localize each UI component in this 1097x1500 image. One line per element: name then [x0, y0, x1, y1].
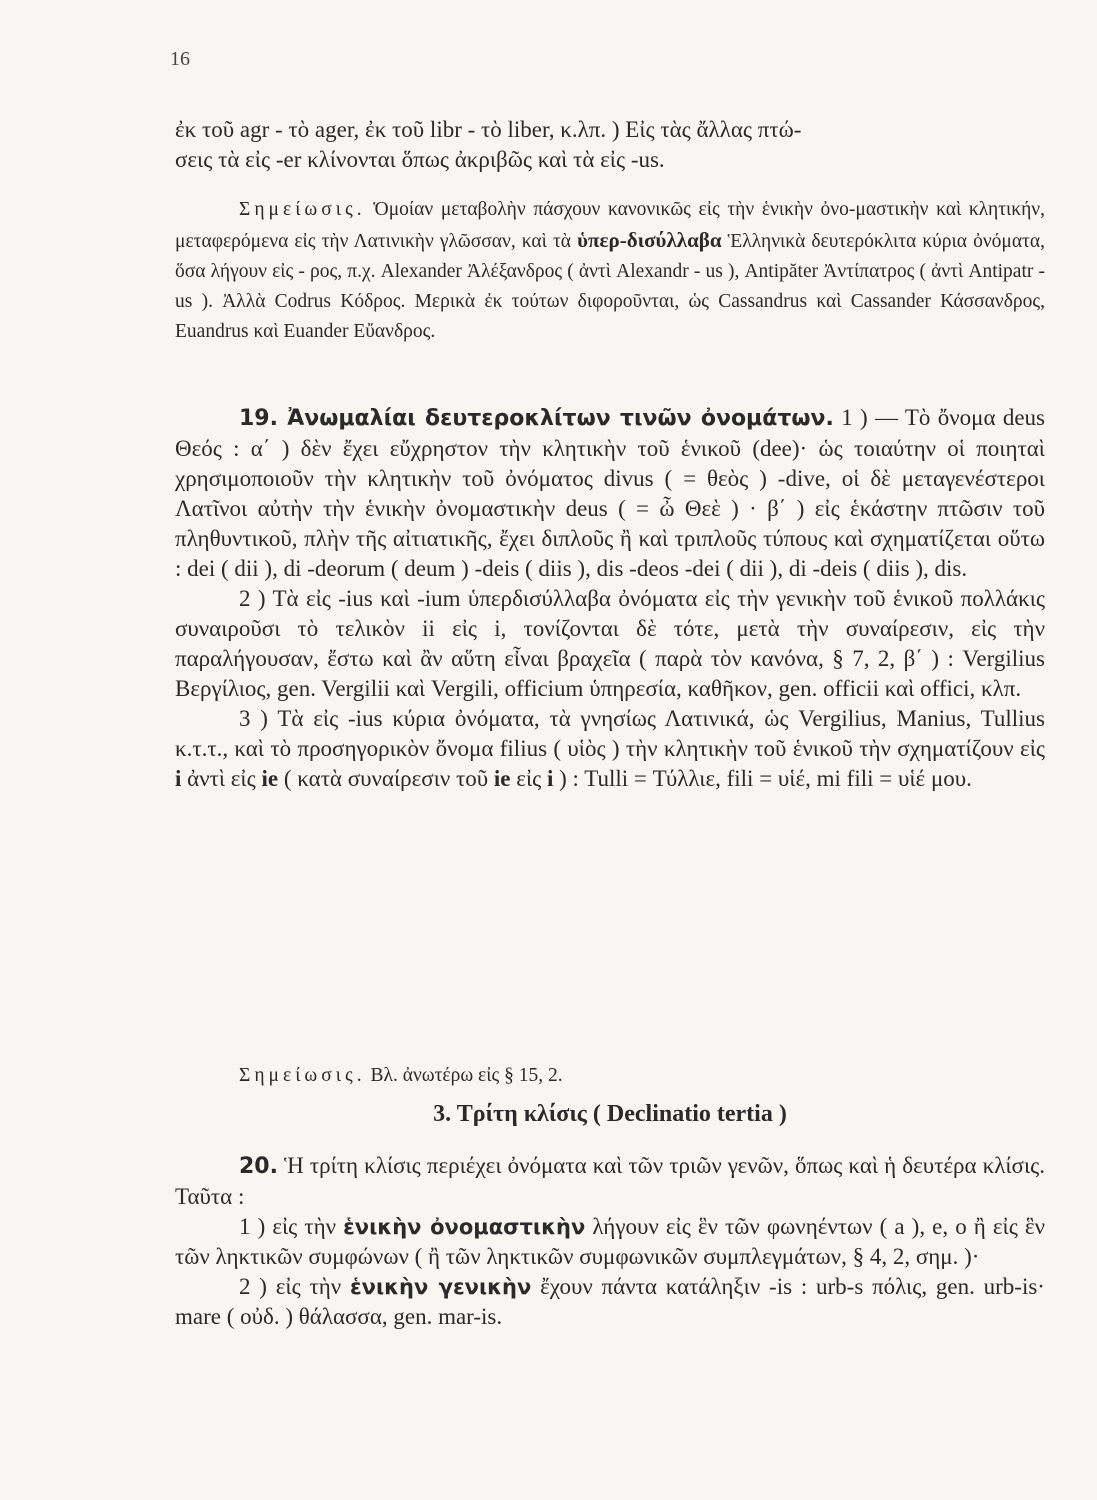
chapter-heading: 3. Τρίτη κλίσις ( Declinatio tertia ) — [433, 1101, 787, 1127]
section-paragraph: 2 ) Τὰ εἰς -ius καὶ -ium ὑπερδισύλλαβα ὀνόματα εἰς τὴν γενικὴν τοῦ ἑνικοῦ πολλάκις συναιροῦσι τὸ τελικὸν ii εἰς i, τονίζονται δὲ τότε, μετὰ τὴν συναίρεσιν, εἰς τὴν παραλήγουσαν, ἔστω καὶ ἂν αὕτη εἶναι βραχεῖα ( παρὰ τὸν κανόνα, § 7, 2, β΄ ) : Vergilius Βεργίλιος, gen. Vergilii καὶ Vergili, officium ὑπηρεσία, καθῆκον, gen. officii καὶ offici, κλπ. — [175, 586, 1045, 701]
list-item: 1 ) εἰς τὴν ἑνικὴν ὀνομαστικὴν λήγουν εἰς ἓν τῶν φωνηέντων ( a ), e, o ἢ εἰς ἓν τῶν ληκτικῶν συμφώνων ( ἢ τῶν ληκτικῶν συμφωνικῶν συμπλεγμάτων, § 4, 2, σημ. )· — [175, 1214, 1045, 1269]
paragraph-line: ἐκ τοῦ agr - τὸ ager, ἐκ τοῦ libr - τὸ liber, κ.λπ. ) Εἰς τὰς ἄλλας πτώ- — [175, 117, 802, 142]
section-number: 20. — [239, 1154, 278, 1179]
list-item: 2 ) εἰς τὴν ἑνικὴν γενικὴν ἔχουν πάντα κατάληξιν -is : urb-s πόλις, gen. urb-is· mare ( οὐδ. ) θάλασσα, gen. mar-is. — [175, 1274, 1045, 1329]
section-paragraph: 20. Ἡ τρίτη κλίσις περιέχει ὀνόματα καὶ τῶν τριῶν γενῶν, ὅπως καὶ ἡ δευτέρα κλίσις. Ταῦτα : — [175, 1153, 1045, 1209]
bold-term: ἑνικὴν ὀνομαστικὴν — [343, 1215, 586, 1239]
chapter-heading-block — [175, 1101, 1045, 1128]
section-paragraph: 3 ) Τὰ εἰς -ius κύρια ὀνόματα, τὰ γνησίως Λατινικά, ὡς Vergilius, Manius, Tullius κ.τ.τ., καὶ τὸ προσηγορικὸν ὄνομα filius ( υἱὸς ) τὴν κλητικὴν τοῦ ἑνικοῦ τὴν σχηματίζουν εἰς i ἀντὶ εἰς ie ( κατὰ συναίρεσιν τοῦ ie εἰς i ) : Tulli = Τύλλιε, fili = υἱέ, mi fili = υἱέ μου. — [175, 706, 1045, 791]
note-text: Σημείωσις. Βλ. ἀνωτέρω εἰς § 15, 2. — [239, 1065, 563, 1086]
note-block — [175, 1061, 1045, 1091]
page-number: 16 — [170, 48, 190, 70]
bold-term: ὑπερ-δισύλλαβα — [577, 228, 722, 252]
paragraph-continuation — [175, 115, 1045, 175]
note-text: Σημείωσις. Ὁμοίαν μεταβολὴν πάσχουν κανονικῶς εἰς τὴν ἑνικὴν ὀνο-μαστικὴν καὶ κλητικήν, μεταφερόμενα εἰς τὴν Λατινικὴν γλῶσσαν, καὶ τὰ ὑπερ-δισύλλαβα Ἑλληνικὰ δευτερόκλιτα κύρια ὀνόματα, ὅσα λήγουν εἰς - ρος, π.χ. Alexander Ἀλέξανδρος ( ἀντὶ Alexandr - us ), Antipăter Ἀντίπατρος ( ἀντὶ Antipatr - us ). Ἀλλὰ Codrus Κόδρος. Μερικὰ ἐκ τούτων διφοροῦνται, ὡς Cassandrus καὶ Cassander Κάσσανδρος, Euandrus καὶ Euander Εὔανδρος. — [175, 199, 1045, 342]
section-title: Ἀνωμαλίαι δευτεροκλίτων τινῶν ὀνομάτων. — [277, 406, 834, 431]
section-19 — [175, 403, 1045, 794]
paragraph-line: σεις τὰ εἰς -er κλίνονται ὅπως ἀκριβῶς καὶ τὰ εἰς -us. — [175, 147, 665, 172]
section-paragraph: 19. Ἀνωμαλίαι δευτεροκλίτων τινῶν ὀνομάτων. 1 ) — Τὸ ὄνομα deus Θεός : α΄ ) δὲν ἔχει εὔχρηστον τὴν κλητικὴν τοῦ ἑνικοῦ (dee)· ὡς τοιαύτην οἱ ποιηταὶ χρησιμοποιοῦν τὴν κλητικὴν τοῦ ὀνόματος divus ( = θεὸς ) -dive, οἱ δὲ μεταγενέστεροι Λατῖνοι αὐτὴν τὴν ἑνικὴν ὀνομαστικὴν deus ( = ὦ Θεὲ ) · β΄ ) εἰς ἑκάστην πτῶσιν τοῦ πληθυντικοῦ, πλὴν τῆς αἰτιατικῆς, ἔχει διπλοῦς ἢ καὶ τριπλοῦς τύπους καὶ σχηματίζεται οὕτω : dei ( dii ), di -deorum ( deum ) -deis ( diis ), dis -deos -dei ( dii ), di -deis ( diis ), dis. — [175, 405, 1046, 581]
section-number: 19. — [239, 406, 278, 431]
note-label: Σημείωσις. — [239, 199, 366, 220]
note-block — [175, 195, 1045, 347]
bold-term: ἑνικὴν γενικὴν — [349, 1275, 532, 1299]
note-label: Σημείωσις. — [239, 1065, 366, 1086]
section-20 — [175, 1151, 1045, 1332]
